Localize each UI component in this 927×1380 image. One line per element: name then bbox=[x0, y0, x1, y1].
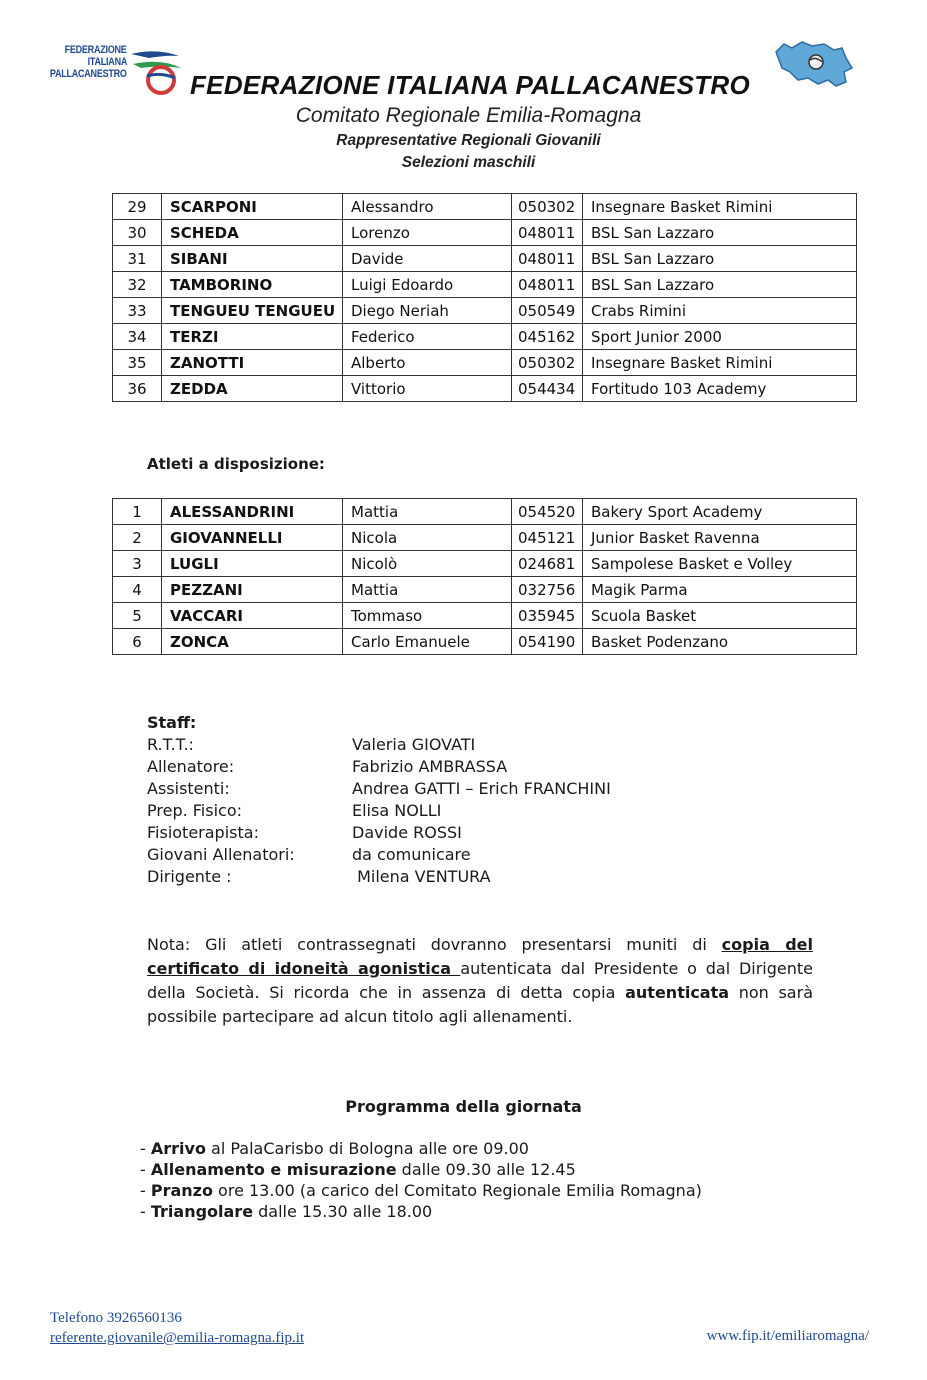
club-name: BSL San Lazzaro bbox=[583, 272, 857, 298]
note-text-3: non sarà possibile partecipare ad alcun titolo agli allenamenti. bbox=[147, 983, 813, 1026]
committee-subtitle: Comitato Regionale Emilia-Romagna bbox=[295, 104, 642, 127]
club-name: Crabs Rimini bbox=[583, 298, 857, 324]
player-number: 1 bbox=[113, 499, 162, 525]
player-surname: GIOVANNELLI bbox=[162, 525, 343, 551]
representatives-subtitle: Rappresentative Regionali Giovanili bbox=[336, 132, 601, 149]
club-code: 050549 bbox=[512, 298, 583, 324]
club-name: BSL San Lazzaro bbox=[583, 220, 857, 246]
player-number: 32 bbox=[113, 272, 162, 298]
table-row bbox=[113, 499, 857, 525]
player-name: Davide bbox=[343, 246, 512, 272]
player-number: 33 bbox=[113, 298, 162, 324]
staff-heading: Staff: bbox=[147, 713, 197, 732]
staff-name: Fabrizio AMBRASSA bbox=[352, 757, 508, 776]
player-number: 36 bbox=[113, 376, 162, 402]
player-surname: SIBANI bbox=[162, 246, 343, 272]
staff-name: Davide ROSSI bbox=[352, 823, 462, 842]
footer-website-link[interactable]: www.fip.it/emiliaromagna/ bbox=[706, 1328, 869, 1344]
program-item-label: Allenamento e misurazione bbox=[150, 1160, 397, 1179]
player-name: Nicolò bbox=[343, 551, 512, 577]
player-number: 6 bbox=[113, 629, 162, 655]
logo-line-3: PALLACANESTRO bbox=[50, 68, 127, 80]
program-item-text: dalle 15.30 alle 18.00 bbox=[253, 1202, 433, 1221]
club-code: 054190 bbox=[512, 629, 583, 655]
player-surname: ZANOTTI bbox=[162, 350, 343, 376]
club-name: Scuola Basket bbox=[583, 603, 857, 629]
federation-title: FEDERAZIONE ITALIANA PALLACANESTRO bbox=[190, 70, 751, 100]
reserve-heading: Atleti a disposizione: bbox=[147, 455, 325, 473]
staff-role: Giovani Allenatori: bbox=[147, 845, 295, 864]
note-text-2: autenticata dal Presidente o dal Dirigente della Società. Si ricorda che in assenza di detta copia bbox=[147, 959, 813, 1002]
player-surname: SCHEDA bbox=[162, 220, 343, 246]
program-item-label: Pranzo bbox=[150, 1181, 213, 1200]
club-name: Fortitudo 103 Academy bbox=[583, 376, 857, 402]
table-row bbox=[113, 525, 857, 551]
player-number: 3 bbox=[113, 551, 162, 577]
staff-role: Assistenti: bbox=[147, 779, 230, 798]
player-surname: LUGLI bbox=[162, 551, 343, 577]
player-name: Vittorio bbox=[343, 376, 512, 402]
player-name: Nicola bbox=[343, 525, 512, 551]
player-number: 31 bbox=[113, 246, 162, 272]
program-item-text: dalle 09.30 alle 12.45 bbox=[396, 1160, 576, 1179]
club-code: 048011 bbox=[512, 272, 583, 298]
program-item-text: ore 13.00 (a carico del Comitato Regionale Emilia Romagna) bbox=[212, 1181, 702, 1200]
table-row bbox=[113, 350, 857, 376]
program-item-label: Arrivo bbox=[150, 1139, 206, 1158]
club-name: Sport Junior 2000 bbox=[583, 324, 857, 350]
club-code: 035945 bbox=[512, 603, 583, 629]
table-row bbox=[113, 298, 857, 324]
player-surname: TERZI bbox=[162, 324, 343, 350]
program-item: - Pranzo ore 13.00 (a carico del Comitato Regionale Emilia Romagna) bbox=[140, 1181, 702, 1200]
club-code: 050302 bbox=[512, 350, 583, 376]
staff-role: Prep. Fisico: bbox=[147, 801, 243, 820]
player-name: Federico bbox=[343, 324, 512, 350]
reserve-table bbox=[112, 498, 857, 655]
table-row bbox=[113, 603, 857, 629]
staff-role: R.T.T.: bbox=[147, 735, 194, 754]
club-name: BSL San Lazzaro bbox=[583, 246, 857, 272]
player-number: 34 bbox=[113, 324, 162, 350]
player-name: Alberto bbox=[343, 350, 512, 376]
table-row bbox=[113, 376, 857, 402]
staff-name: Andrea GATTI – Erich FRANCHINI bbox=[352, 779, 611, 798]
roster-table bbox=[112, 193, 857, 402]
club-code: 045162 bbox=[512, 324, 583, 350]
player-surname: ZONCA bbox=[162, 629, 343, 655]
program-item: - Arrivo al PalaCarisbo di Bologna alle ore 09.00 bbox=[140, 1139, 529, 1158]
footer-email-link[interactable]: referente.giovanile@emilia-romagna.fip.it bbox=[50, 1330, 305, 1346]
player-name: Diego Neriah bbox=[343, 298, 512, 324]
club-name: Bakery Sport Academy bbox=[583, 499, 857, 525]
table-row bbox=[113, 272, 857, 298]
staff-name: Elisa NOLLI bbox=[352, 801, 442, 820]
club-code: 045121 bbox=[512, 525, 583, 551]
player-surname: PEZZANI bbox=[162, 577, 343, 603]
note-paragraph bbox=[147, 933, 813, 1029]
player-surname: ALESSANDRINI bbox=[162, 499, 343, 525]
table-row bbox=[113, 246, 857, 272]
player-surname: VACCARI bbox=[162, 603, 343, 629]
player-name: Tommaso bbox=[343, 603, 512, 629]
player-number: 35 bbox=[113, 350, 162, 376]
program-heading: Programma della giornata bbox=[345, 1097, 582, 1116]
club-name: Insegnare Basket Rimini bbox=[583, 194, 857, 220]
program-item: - Triangolare dalle 15.30 alle 18.00 bbox=[140, 1202, 433, 1221]
logo-line-1: FEDERAZIONE bbox=[65, 44, 127, 56]
staff-role: Fisioterapista: bbox=[147, 823, 259, 842]
staff-role: Allenatore: bbox=[147, 757, 235, 776]
club-name: Insegnare Basket Rimini bbox=[583, 350, 857, 376]
table-row bbox=[113, 194, 857, 220]
fip-logo bbox=[50, 44, 185, 100]
club-code: 050302 bbox=[512, 194, 583, 220]
staff-name: Valeria GIOVATI bbox=[352, 735, 476, 754]
basketball-swoosh-icon bbox=[127, 46, 185, 96]
player-surname: ZEDDA bbox=[162, 376, 343, 402]
player-number: 4 bbox=[113, 577, 162, 603]
club-code: 024681 bbox=[512, 551, 583, 577]
program-item-label: Triangolare bbox=[150, 1202, 254, 1221]
staff-name: da comunicare bbox=[352, 845, 471, 864]
club-code: 054520 bbox=[512, 499, 583, 525]
selection-subtitle: Selezioni maschili bbox=[401, 154, 536, 171]
player-surname: TENGUEU TENGUEU bbox=[162, 298, 343, 324]
note-authenticated-bold: autenticata bbox=[625, 983, 730, 1002]
table-row bbox=[113, 551, 857, 577]
player-number: 5 bbox=[113, 603, 162, 629]
club-name: Basket Podenzano bbox=[583, 629, 857, 655]
logo-line-2: ITALIANA bbox=[87, 56, 127, 68]
club-name: Sampolese Basket e Volley bbox=[583, 551, 857, 577]
player-name: Luigi Edoardo bbox=[343, 272, 512, 298]
player-name: Mattia bbox=[343, 577, 512, 603]
program-item: - Allenamento e misurazione dalle 09.30 alle 12.45 bbox=[140, 1160, 576, 1179]
club-code: 048011 bbox=[512, 246, 583, 272]
club-code: 054434 bbox=[512, 376, 583, 402]
staff-role: Dirigente : bbox=[147, 867, 232, 886]
table-row bbox=[113, 220, 857, 246]
note-certificate-underlined: copia del certificato di idoneità agonistica bbox=[147, 935, 813, 978]
program-item-text: al PalaCarisbo di Bologna alle ore 09.00 bbox=[205, 1139, 529, 1158]
player-number: 2 bbox=[113, 525, 162, 551]
club-code: 032756 bbox=[512, 577, 583, 603]
club-name: Junior Basket Ravenna bbox=[583, 525, 857, 551]
staff-name: Milena VENTURA bbox=[352, 867, 491, 886]
player-name: Mattia bbox=[343, 499, 512, 525]
player-name: Carlo Emanuele bbox=[343, 629, 512, 655]
player-surname: TAMBORINO bbox=[162, 272, 343, 298]
player-number: 29 bbox=[113, 194, 162, 220]
player-name: Alessandro bbox=[343, 194, 512, 220]
emilia-romagna-map-icon bbox=[772, 38, 854, 94]
footer-phone: Telefono 3926560136 bbox=[50, 1310, 182, 1326]
club-name: Magik Parma bbox=[583, 577, 857, 603]
table-row bbox=[113, 629, 857, 655]
table-row bbox=[113, 324, 857, 350]
club-code: 048011 bbox=[512, 220, 583, 246]
player-number: 30 bbox=[113, 220, 162, 246]
player-surname: SCARPONI bbox=[162, 194, 343, 220]
note-text-1: Nota: Gli atleti contrassegnati dovranno presentarsi muniti di bbox=[147, 935, 722, 954]
table-row bbox=[113, 577, 857, 603]
player-name: Lorenzo bbox=[343, 220, 512, 246]
